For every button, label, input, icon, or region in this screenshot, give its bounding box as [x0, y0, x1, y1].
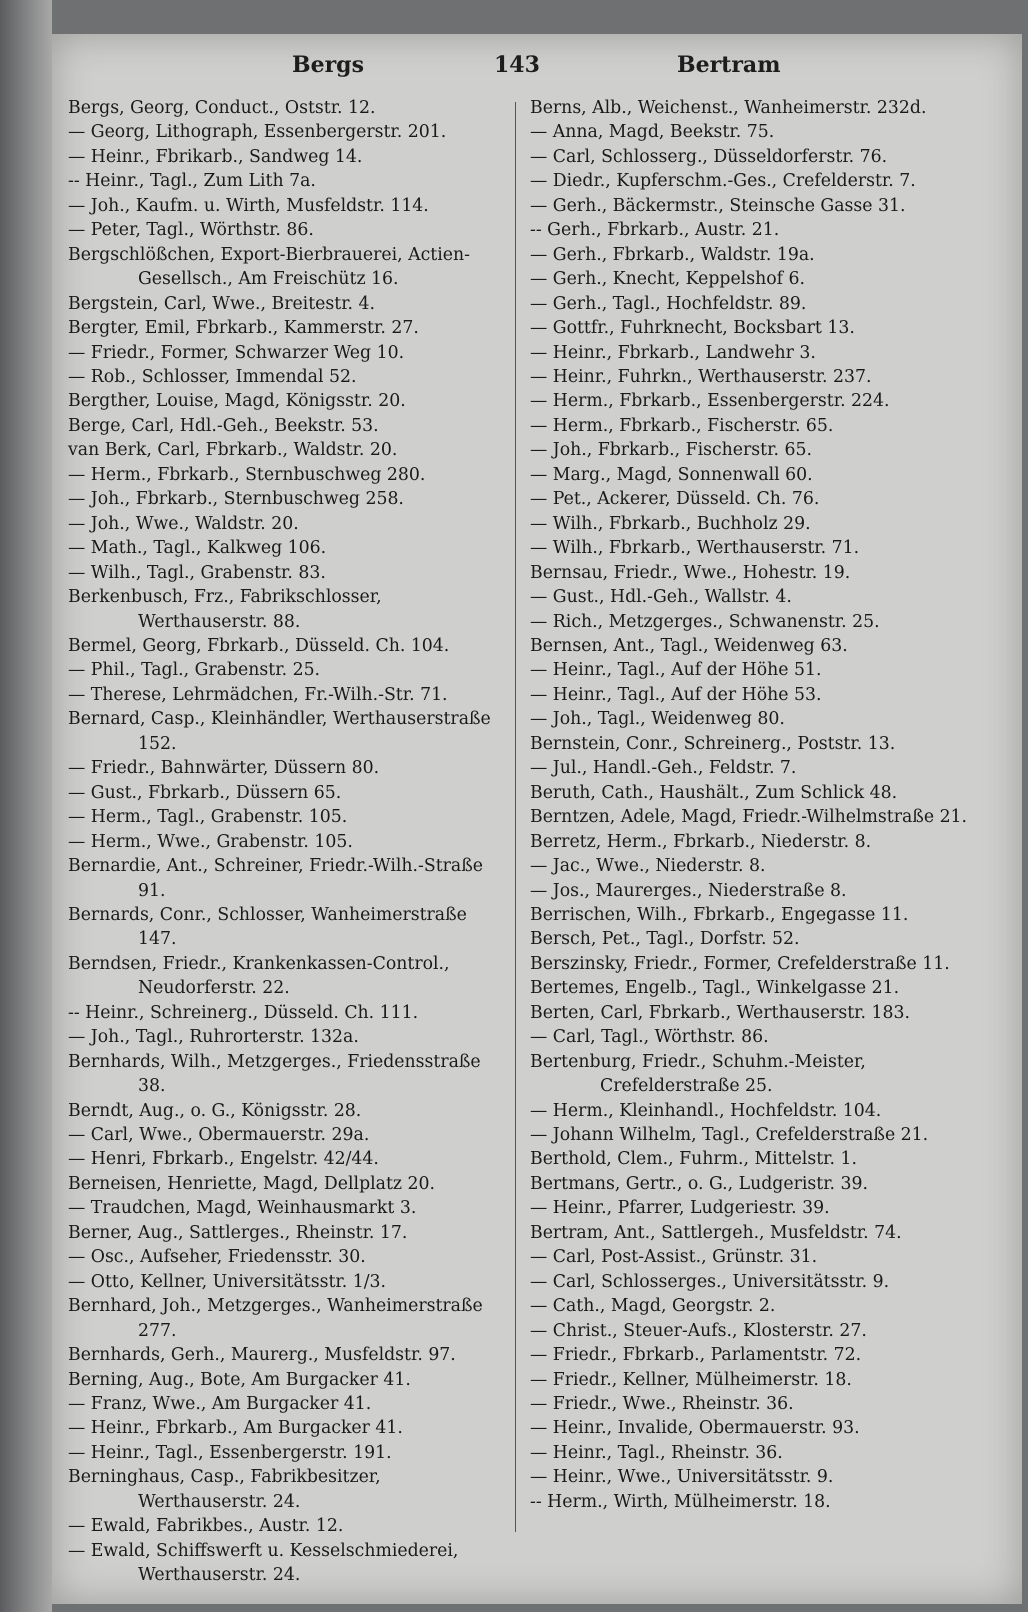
directory-entry: — Otto, Kellner, Universitätsstr. 1/3. — [68, 1271, 387, 1292]
directory-entry: — Heinr., Tagl., Auf der Höhe 53. — [530, 684, 822, 705]
directory-entry: — Joh., Kaufm. u. Wirth, Musfeldstr. 114. — [68, 195, 429, 216]
directory-entry: — Johann Wilhelm, Tagl., Crefelderstraße 21. — [530, 1125, 929, 1146]
directory-entry: Bernsau, Friedr., Wwe., Hohestr. 19. — [530, 562, 851, 583]
directory-entry: — Joh., Fbrkarb., Sternbuschweg 258. — [68, 489, 404, 510]
directory-entry: — Jac., Wwe., Niederstr. 8. — [530, 856, 766, 877]
directory-entry: Bermel, Georg, Fbrkarb., Düsseld. Ch. 104. — [68, 635, 450, 656]
directory-entry: — Gerh., Knecht, Keppelshof 6. — [530, 269, 806, 290]
directory-entry: — Joh., Tagl., Weidenweg 80. — [530, 709, 785, 730]
directory-entry: — Friedr., Bahnwärter, Düssern 80. — [68, 758, 380, 779]
directory-entry: — Friedr., Kellner, Mülheimerstr. 18. — [530, 1369, 852, 1390]
directory-entry: Berthold, Clem., Fuhrm., Mittelstr. 1. — [530, 1149, 857, 1170]
directory-entry: Bergschlößchen, Export-Bierbrauerei, Actien-Gesellsch., Am Freischütz 16. — [68, 244, 470, 290]
directory-entry: — Peter, Tagl., Wörthstr. 86. — [68, 220, 314, 241]
directory-entry: — Therese, Lehrmädchen, Fr.-Wilh.-Str. 71. — [68, 684, 448, 705]
directory-entry: — Wilh., Tagl., Grabenstr. 83. — [68, 562, 326, 583]
directory-entry: Berge, Carl, Hdl.-Geh., Beekstr. 53. — [68, 415, 379, 436]
directory-entry: — Jos., Maurerges., Niederstraße 8. — [530, 880, 847, 901]
directory-entry: — Franz, Wwe., Am Burgacker 41. — [68, 1394, 372, 1415]
directory-entry: — Anna, Magd, Beekstr. 75. — [530, 122, 775, 143]
directory-entry: — Diedr., Kupferschm.-Ges., Crefelderstr. 7. — [530, 171, 916, 192]
directory-entry: -- Gerh., Fbrkarb., Austr. 21. — [530, 220, 780, 241]
directory-entry: Bergs, Georg, Conduct., Oststr. 12. — [68, 98, 376, 118]
directory-entry: — Heinr., Invalide, Obermauerstr. 93. — [530, 1418, 860, 1439]
directory-entry: — Traudchen, Magd, Weinhausmarkt 3. — [68, 1198, 417, 1219]
directory-entry: — Ewald, Schiffswerft u. Kesselschmiederei, Werthauserstr. 24. — [68, 1540, 459, 1586]
directory-entry: Berns, Alb., Weichenst., Wanheimerstr. 232d. — [530, 98, 927, 118]
directory-entry: — Joh., Wwe., Waldstr. 20. — [68, 513, 299, 534]
directory-entry: — Marg., Magd, Sonnenwall 60. — [530, 464, 813, 485]
directory-entry: — Herm., Fbrkarb., Sternbuschweg 280. — [68, 464, 426, 485]
directory-entry: — Carl, Schlosserg., Düsseldorferstr. 76. — [530, 146, 888, 167]
directory-entry: — Heinr., Fbrkarb., Landwehr 3. — [530, 342, 816, 363]
directory-entry: — Heinr., Tagl., Essenbergerstr. 191. — [68, 1442, 392, 1463]
directory-entry: — Herm., Tagl., Grabenstr. 105. — [68, 807, 348, 828]
directory-entry: — Joh., Tagl., Ruhrorterstr. 132a. — [68, 1027, 359, 1048]
directory-entry: — Joh., Fbrkarb., Fischerstr. 65. — [530, 440, 812, 461]
directory-entry: — Osc., Aufseher, Friedensstr. 30. — [68, 1247, 366, 1268]
directory-entry: — Ewald, Fabrikbes., Austr. 12. — [68, 1516, 344, 1537]
directory-entry: -- Herm., Wirth, Mülheimerstr. 18. — [530, 1491, 831, 1512]
header-left-keyword: Bergs — [292, 52, 364, 78]
directory-entry: — Friedr., Fbrkarb., Parlamentstr. 72. — [530, 1345, 862, 1366]
directory-entry: Bernhards, Wilh., Metzgerges., Friedensstraße 38. — [68, 1051, 481, 1097]
directory-entry: — Heinr., Wwe., Universitätsstr. 9. — [530, 1467, 834, 1488]
right-column — [530, 96, 985, 1514]
directory-entry: — Henri, Fbrkarb., Engelstr. 42/44. — [68, 1149, 379, 1170]
directory-entry: — Carl, Post-Assist., Grünstr. 31. — [530, 1247, 818, 1268]
header-right-keyword: Bertram — [677, 52, 781, 78]
directory-entry: — Wilh., Fbrkarb., Werthauserstr. 71. — [530, 538, 860, 559]
directory-entry: Berndsen, Friedr., Krankenkassen-Control., Neudorferstr. 22. — [68, 953, 450, 999]
directory-entry: — Georg, Lithograph, Essenbergerstr. 201. — [68, 122, 447, 143]
directory-entry: Bernards, Conr., Schlosser, Wanheimerstraße 147. — [68, 904, 467, 950]
directory-entry: — Gottfr., Fuhrknecht, Bocksbart 13. — [530, 318, 855, 339]
directory-entry: Bernhards, Gerh., Maurerg., Musfeldstr. 97. — [68, 1345, 456, 1366]
directory-entry: Bergter, Emil, Fbrkarb., Kammerstr. 27. — [68, 318, 419, 339]
directory-entry: — Heinr., Pfarrer, Ludgeriestr. 39. — [530, 1198, 830, 1219]
directory-entry: Bergstein, Carl, Wwe., Breitestr. 4. — [68, 293, 376, 314]
page-number: 143 — [494, 52, 540, 78]
directory-entry: — Herm., Fbrkarb., Fischerstr. 65. — [530, 415, 834, 436]
directory-entry: — Carl, Schlosserges., Universitätsstr. 9. — [530, 1271, 890, 1292]
directory-entry: Bernstein, Conr., Schreinerg., Poststr. 13. — [530, 733, 896, 754]
directory-entry: Berkenbusch, Frz., Fabrikschlosser, Werthauserstr. 88. — [68, 587, 382, 632]
directory-entry: Beruth, Cath., Haushält., Zum Schlick 48. — [530, 782, 898, 803]
directory-entry: — Heinr., Tagl., Auf der Höhe 51. — [530, 660, 822, 681]
directory-entry: Bersch, Pet., Tagl., Dorfstr. 52. — [530, 929, 800, 950]
directory-entry: — Christ., Steuer-Aufs., Klosterstr. 27. — [530, 1320, 867, 1341]
directory-entry: Berner, Aug., Sattlerges., Rheinstr. 17. — [68, 1222, 408, 1243]
directory-entry: — Gerh., Tagl., Hochfeldstr. 89. — [530, 293, 807, 314]
directory-entry: -- Heinr., Schreinerg., Düsseld. Ch. 111. — [68, 1002, 419, 1023]
directory-entry: Berszinsky, Friedr., Former, Crefelderstraße 11. — [530, 953, 950, 974]
directory-entry: Bernard, Casp., Kleinhändler, Werthauserstraße 152. — [68, 709, 491, 754]
column-divider — [515, 102, 516, 1532]
directory-entry: — Carl, Tagl., Wörthstr. 86. — [530, 1027, 769, 1048]
directory-entry: — Herm., Wwe., Grabenstr. 105. — [68, 831, 353, 852]
directory-entry: — Cath., Magd, Georgstr. 2. — [530, 1296, 776, 1317]
directory-entry: Bernardie, Ant., Schreiner, Friedr.-Wilh.-Straße 91. — [68, 856, 483, 901]
directory-entry: — Wilh., Fbrkarb., Buchholz 29. — [530, 513, 811, 534]
directory-entry: Berntzen, Adele, Magd, Friedr.-Wilhelmstraße 21. — [530, 807, 968, 828]
directory-entry: van Berk, Carl, Fbrkarb., Waldstr. 20. — [68, 440, 398, 461]
directory-entry: — Carl, Wwe., Obermauerstr. 29a. — [68, 1125, 370, 1146]
page-header — [52, 52, 1022, 92]
directory-entry: — Friedr., Wwe., Rheinstr. 36. — [530, 1394, 794, 1415]
directory-entry: Berninghaus, Casp., Fabrikbesitzer, Werthauserstr. 24. — [68, 1467, 381, 1512]
directory-entry: — Gerh., Fbrkarb., Waldstr. 19a. — [530, 244, 815, 265]
directory-entry: Berretz, Herm., Fbrkarb., Niederstr. 8. — [530, 831, 872, 852]
directory-entry: Berning, Aug., Bote, Am Burgacker 41. — [68, 1369, 411, 1390]
directory-entry: — Gust., Hdl.-Geh., Wallstr. 4. — [530, 587, 792, 608]
directory-entry: — Heinr., Fbrikarb., Sandweg 14. — [68, 146, 363, 167]
directory-entry: — Rob., Schlosser, Immendal 52. — [68, 366, 357, 387]
directory-entry: Bertmans, Gertr., o. G., Ludgeristr. 39. — [530, 1173, 869, 1194]
directory-entry: — Friedr., Former, Schwarzer Weg 10. — [68, 342, 405, 363]
directory-entry: Berndt, Aug., o. G., Königsstr. 28. — [68, 1100, 362, 1121]
directory-entry: -- Heinr., Tagl., Zum Lith 7a. — [68, 171, 316, 192]
directory-entry: — Heinr., Fbrkarb., Am Burgacker 41. — [68, 1418, 403, 1439]
directory-entry: — Pet., Ackerer, Düsseld. Ch. 76. — [530, 489, 820, 510]
directory-entry: — Gerh., Bäckermstr., Steinsche Gasse 31. — [530, 195, 906, 216]
directory-entry: Berrischen, Wilh., Fbrkarb., Engegasse 11. — [530, 904, 909, 925]
directory-entry: Bertemes, Engelb., Tagl., Winkelgasse 21. — [530, 978, 900, 999]
left-column — [68, 96, 508, 1588]
directory-entry: — Jul., Handl.-Geh., Feldstr. 7. — [530, 758, 797, 779]
directory-entry: — Herm., Fbrkarb., Essenbergerstr. 224. — [530, 391, 890, 412]
directory-entry: — Rich., Metzgerges., Schwanenstr. 25. — [530, 611, 880, 632]
directory-entry: — Heinr., Fuhrkn., Werthauserstr. 237. — [530, 366, 872, 387]
directory-entry: Berten, Carl, Fbrkarb., Werthauserstr. 183. — [530, 1002, 911, 1023]
directory-entry: — Gust., Fbrkarb., Düssern 65. — [68, 782, 342, 803]
directory-entry: — Phil., Tagl., Grabenstr. 25. — [68, 660, 321, 681]
directory-entry: — Math., Tagl., Kalkweg 106. — [68, 538, 327, 559]
directory-entry: Bergther, Louise, Magd, Königsstr. 20. — [68, 391, 406, 412]
directory-entry: Bernhard, Joh., Metzgerges., Wanheimerstraße 277. — [68, 1296, 483, 1341]
directory-entry: Bertenburg, Friedr., Schuhm.-Meister, Crefelderstraße 25. — [530, 1051, 866, 1097]
directory-entry: Berneisen, Henriette, Magd, Dellplatz 20. — [68, 1173, 435, 1194]
directory-entry: — Herm., Kleinhandl., Hochfeldstr. 104. — [530, 1100, 882, 1121]
directory-entry: — Heinr., Tagl., Rheinstr. 36. — [530, 1442, 783, 1463]
book-spine-shadow — [0, 0, 52, 1612]
directory-entry: Bertram, Ant., Sattlergeh., Musfeldstr. 74. — [530, 1222, 902, 1243]
directory-entry: Bernsen, Ant., Tagl., Weidenweg 63. — [530, 635, 848, 656]
